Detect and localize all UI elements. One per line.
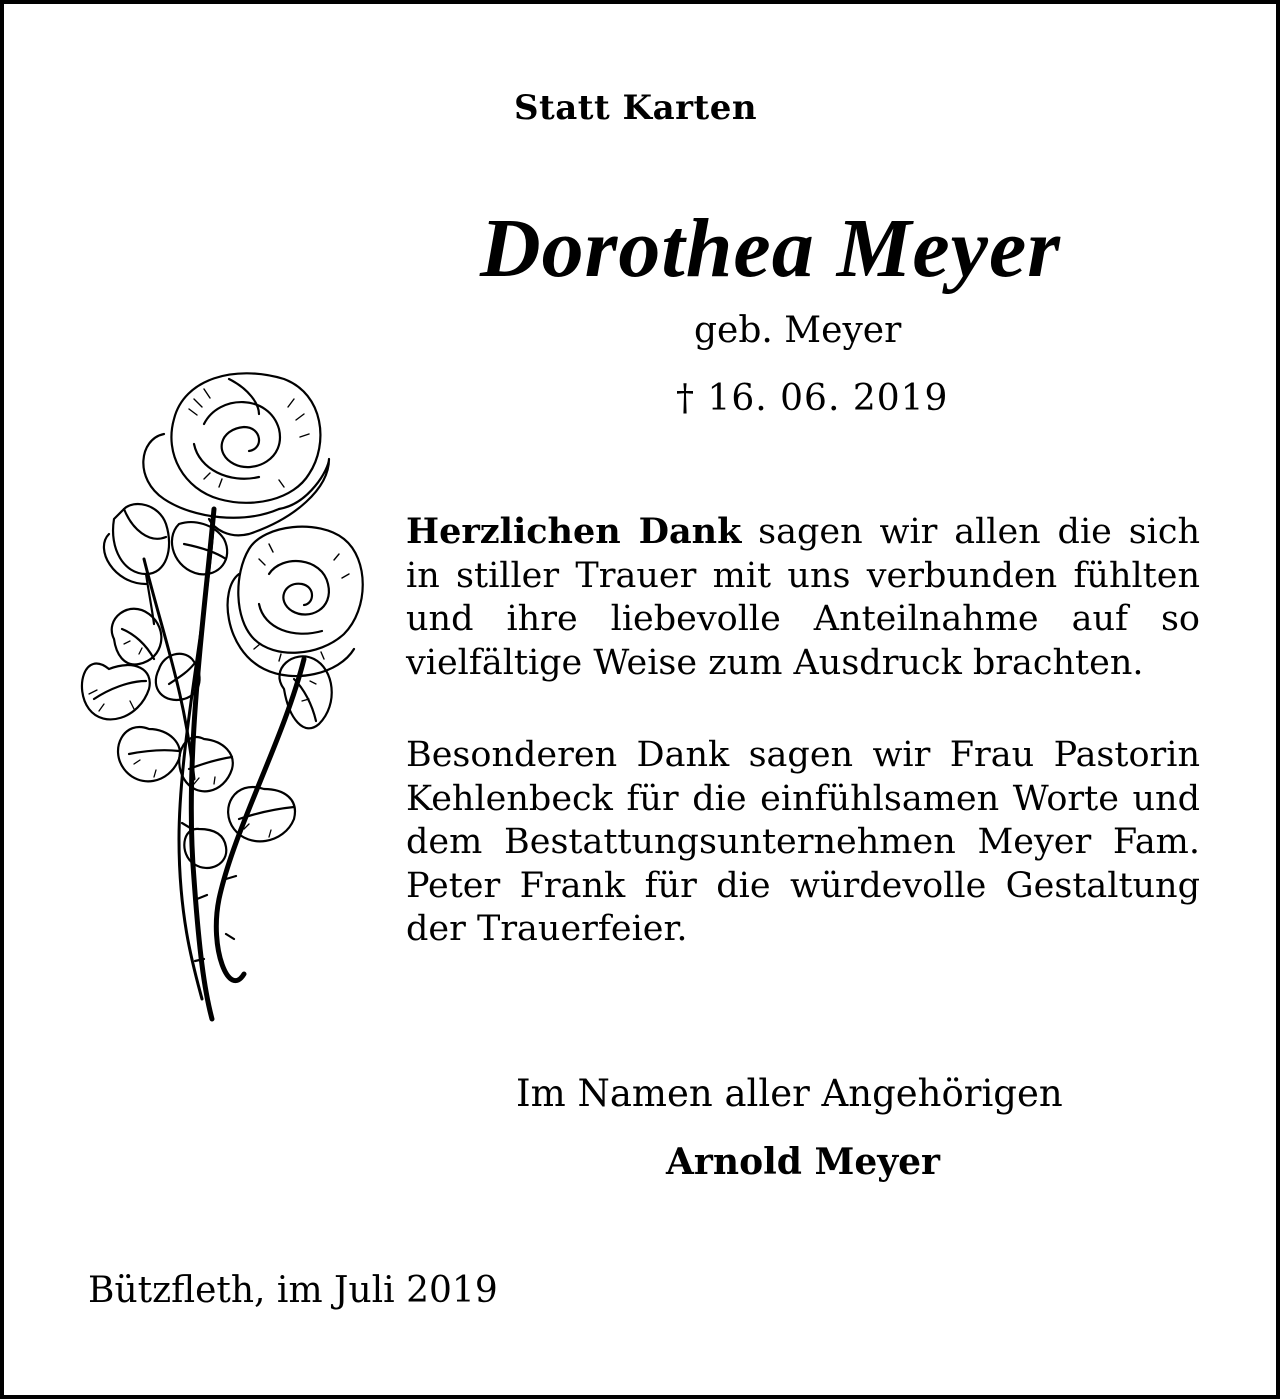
thanks-lead: Herzlichen Dank [406, 511, 742, 552]
signer-name: Arnold Meyer [666, 1141, 941, 1183]
rose-bouquet-icon [54, 359, 374, 1029]
thanks-text: sagen wir allen die sich in stiller Trauer mit uns verbunden fühlten und ihre liebevolle Anteilnahme auf so vielfältige Weise zum Ausdruck brachten. [406, 512, 1200, 683]
death-date: † 16. 06. 2019 [676, 378, 949, 419]
birth-name: geb. Meyer [694, 310, 902, 351]
closing-line: Im Namen aller Angehörigen [516, 1072, 1063, 1115]
special-thanks-paragraph: Besonderen Dank sagen wir Frau Pastorin Kehlenbeck für die einfühlsamen Worte und dem Bestattungsunternehmen Meyer Fam. Peter Frank für die würdevolle Gestaltung der Trauerfeier. [406, 735, 1200, 949]
thanks-paragraph [406, 510, 1200, 685]
notice-header: Statt Karten [514, 88, 758, 128]
deceased-name: Dorothea Meyer [480, 202, 1061, 295]
place-and-date: Bützfleth, im Juli 2019 [88, 1270, 498, 1311]
